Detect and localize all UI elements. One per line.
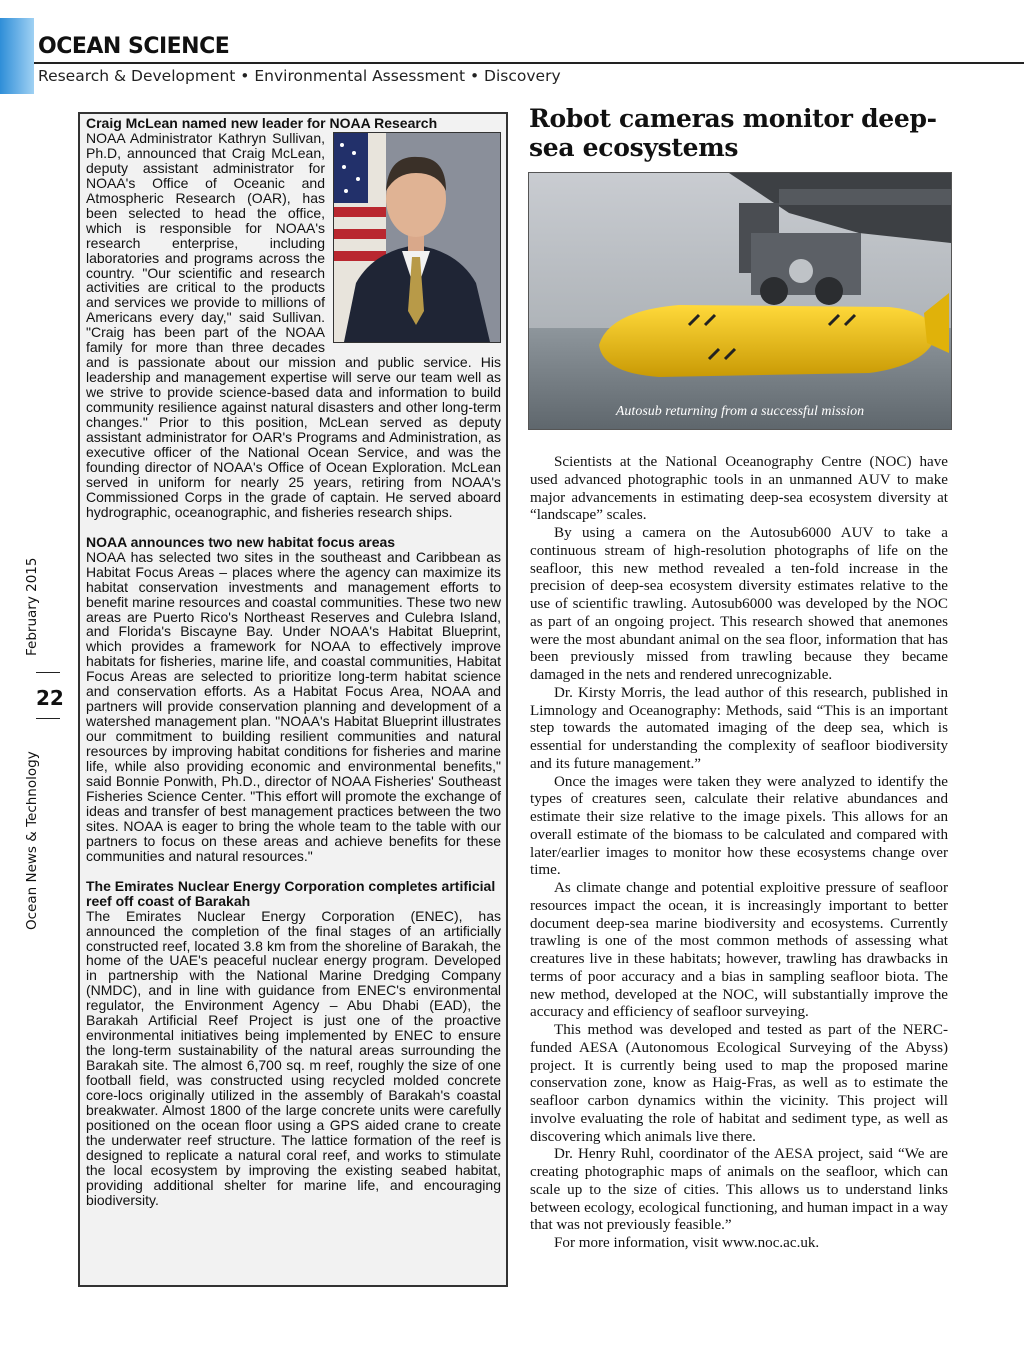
header-divider <box>34 62 1024 64</box>
page-number-rule-top <box>36 672 60 673</box>
brief-heading: NOAA announces two new habitat focus areas <box>86 533 396 550</box>
article-paragraph: By using a camera on the Autosub6000 AUV to take a continuous stream of high-resolution photographs of life on the seafloor, this new method revealed a ten-fold increase in the precision of deep-sea ecosystem diversity estimates relative to the use of scientific trawling. Autosub6000 was developed by the NOC as part of an ongoing project. This research showed that anemones were the most abundant animal on the sea floor, information that has been previously missed from trawling because they became damaged in the nets and rendered unrecognizable. <box>530 525 948 683</box>
brief-heading: The Emirates Nuclear Energy Corporation completes artificial reef off coast of Barakah <box>86 877 496 909</box>
section-subtitle: Research & Development • Environmental Assessment • Discovery <box>38 67 561 85</box>
section-color-tab <box>0 18 34 94</box>
article-paragraph: Dr. Henry Ruhl, coordinator of the AESA project, said “We are creating photographic maps of animals on the seafloor, which can scale up to the size of cities. This allows us to understand links between ecology, ecological functioning, and human impact in a way that was not previously feasible.” <box>530 1146 948 1234</box>
autosub-photo <box>528 172 952 430</box>
news-briefs-box <box>78 112 508 1287</box>
feature-article <box>530 454 948 1253</box>
publication-name: Ocean News & Technology <box>24 751 40 930</box>
spacer <box>86 520 501 535</box>
brief-heading: Craig McLean named new leader for NOAA Research <box>86 115 438 131</box>
page-number: 22 <box>36 686 64 710</box>
craig-mclean-portrait <box>333 132 501 343</box>
spacer <box>86 864 501 879</box>
article-paragraph: As climate change and potential exploitive pressure of seafloor resources impact the ocean, it is increasingly important to better document deep-sea marine biodiversity and ecosystems. Currently trawling is one of the most common methods of assessing what creatures live in these habitats; however, trawling has drawbacks in terms of poor accuracy and a bias in sampling seafloor biota. The new method, developed at the NOC, will substantially improve the accuracy and efficiency of seafloor surveying. <box>530 880 948 1021</box>
article-paragraph: For more information, visit www.noc.ac.uk. <box>554 1235 820 1251</box>
page-number-rule-bottom <box>36 718 60 719</box>
brief-body: NOAA has selected two sites in the southeast and Caribbean as Habitat Focus Areas – places where the agency can maximize its habitat conservation investments and management efforts to benefit marine resources and coastal communities. These two new areas are Puerto Rico's Northeast Reserves and Culebra Island, and Florida's Biscayne Bay. Under NOAA's Habitat Blueprint, which provides a framework for NOAA to effectively improve habitats for fisheries, marine life, and coastal communities, Habitat Focus Areas are selected to prioritize long-term habitat science and conservation efforts. As a Habitat Focus Area, NOAA and partners will provide conservation planning and development of a watershed management plan. "NOAA's Habitat Blueprint illustrates our commitment to building resilient communities and natural resources by improving habitat conditions for fisheries and marine life, while also providing economic and environmental benefits," said Bonnie Ponwith, Ph.D., director of NOAA Fisheries' Southeast Fisheries Science Center. "This effort will promote the exchange of ideas and transfer of best management practices between the two sites. NOAA is eager to bring the whole team to the table with our partners to focus on these areas and achieve benefits for these communities and natural resources." <box>86 548 501 864</box>
feature-headline: Robot cameras monitor deep-sea ecosystems <box>529 104 937 162</box>
article-paragraph: This method was developed and tested as part of the NERC-funded AESA (Autonomous Ecological Surveying of the Abyss) project. It is currently being used to map the proposed marine conservation zone, know as Haig-Fras, as well as to estimate the seafloor carbon dynamics within the vicinity. This project will involve evaluating the role of habitat and sediment type, as well as discovering which animals live there. <box>530 1022 948 1145</box>
brief-body: The Emirates Nuclear Energy Corporation (ENEC), has announced the completion of the final stages of an artificially constructed reef, located 3.8 km from the shoreline of Barakah, the home of the UAE's peaceful nuclear energy program. Developed in partnership with the National Marine Dredging Company (NMDC), and in line with guidance from ENEC's environmental regulator, the Environment Agency – Abu Dhabi (EAD), the Barakah Artificial Reef Project is just one of the proactive environmental initiatives being implemented by ENEC to ensure the long-term sustainability of the natural areas surrounding the Barakah site. The almost 6,700 sq. m reef, roughly the size of one football field, was constructed using recycled molded concrete core-locs originally utilized in the assembly of Barakah's coastal breakwater. Almost 1800 of the large concrete units were carefully positioned on the ocean floor using a GPS aided crane to create the underwater reef structure. The lattice formation of the reef is designed to replicate a natural coral reef, and works to stimulate the local ecosystem by improving the existing seabed habitat, providing additional shelter for marine life, and encouraging biodiversity. <box>86 907 501 1208</box>
photo-caption: Autosub returning from a successful mission <box>615 404 865 419</box>
article-paragraph: Dr. Kirsty Morris, the lead author of this research, published in Limnology and Oceanography: Methods, said “This is an important step towards the automated imaging of the deep sea, which is essential for understanding the complexity of seafloor biodiversity and its future management.” <box>530 684 948 772</box>
issue-date: February 2015 <box>24 557 40 656</box>
section-title: OCEAN SCIENCE <box>38 34 230 59</box>
article-paragraph: Once the images were taken they were analyzed to identify the types of creatures seen, calculate their relative abundances and estimate their size relative to the image pixels. This allows for an overall estimate of the biomass to be calculated and compared with later/earlier images to monitor how these ecosystems change over time. <box>530 773 948 879</box>
brief-body: NOAA Administrator Kathryn Sullivan, Ph.D, announced that Craig McLean, deputy assistant administrator for NOAA's Office of Oceanic and Atmospheric Research (OAR), has been selected to head the office, which is responsible for NOAA's research enterprise, including laboratories and programs across the country. "Our scientific and research activities are critical to the products and services we provide to millions of Americans every day," said Sullivan. "Craig has been part of the NOAA family for more than three decades and is passionate about our mission and public service. His leadership and management expertise will serve our team well as we strive to provide science-based data and information to build community resilience against natural disasters and other long-term changes." Prior to this position, McLean served as deputy assistant administrator for OAR's Programs and Administration, as executive officer of the National Ocean Service, and was the founding director of NOAA's Office of Ocean Exploration. McLean served in uniform for nearly 25 years, retiring from NOAA's Commissioned Corps in the grade of captain. He served aboard hydrographic, oceanographic, and fisheries research ships. <box>86 129 501 520</box>
article-paragraph: Scientists at the National Oceanography Centre (NOC) have used advanced photographic tools in an unmanned AUV to make major advancements in estimating deep-sea ecosystem diversity at “landscape” scales. <box>530 454 948 524</box>
